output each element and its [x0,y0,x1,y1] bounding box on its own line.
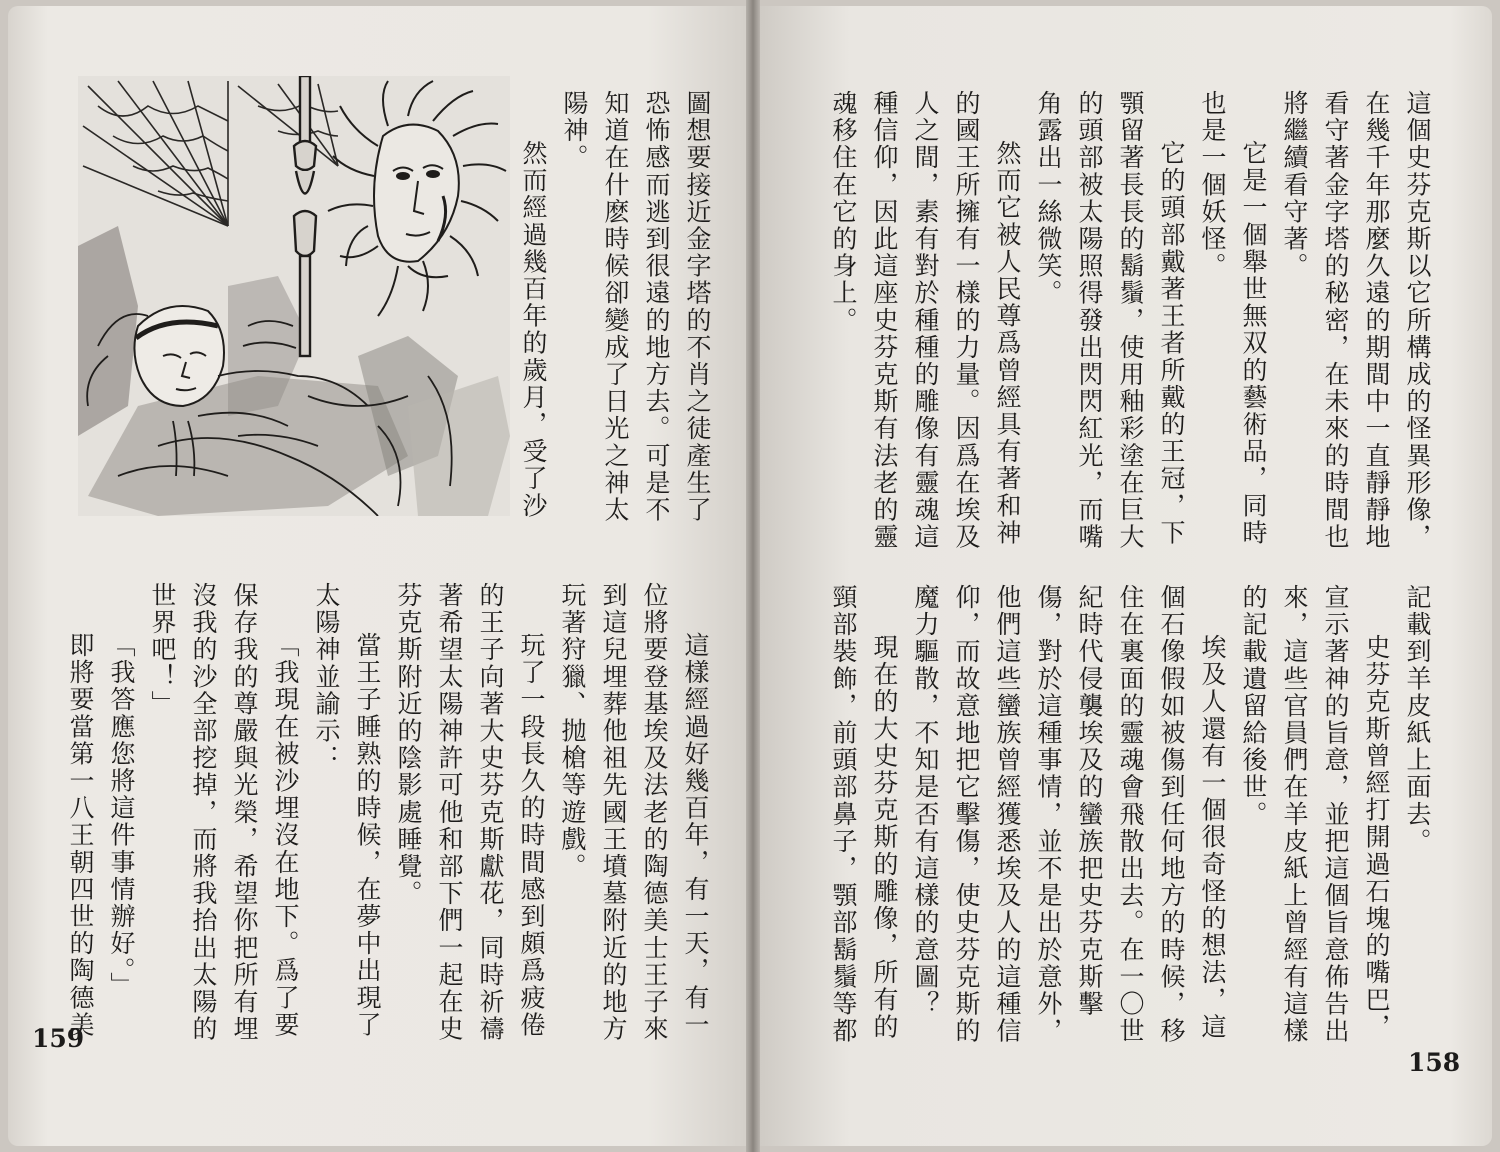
left-page-bottom-text [56,582,716,1044]
paragraph: 「我答應您將這件事情辦好。」 [107,632,136,999]
page-number-left: 159 [32,1024,85,1053]
left-page-top-text [508,90,718,524]
paragraph: 然而它被人民尊爲曾經具有著和神的國王所擁有一樣的力量。因爲在埃及人之間，素有對於種種的雕像有靈魂這種信仰，因此這座史芬克斯有法老的靈魂移住在它的身上。 [829,90,1022,551]
paragraph: 「我現在被沙埋沒在地下。爲了要保存我的尊嚴與光榮，希望你把所有埋沒我的沙全部挖掉，而將我抬出太陽的世界吧！」 [148,582,300,1043]
book-gutter [746,0,760,1152]
paragraph: 然而經過幾百年的歲月，受了沙 [519,140,548,520]
right-page-bottom-text [818,584,1438,1046]
paragraph: 它是一個舉世無双的藝術品，同時也是一個妖怪。 [1198,90,1268,547]
paragraph [818,90,823,552]
paragraph: 玩了一段長久的時間感到頗爲疲倦的王子向著大史芬克斯獻花，同時祈禱著希望太陽神許可他和部下們一起在史芬克斯附近的陰影處睡覺。 [394,582,546,1043]
paragraph: 現在的大史芬克斯的雕像，所有的頸部裝飾，前頭部鼻子，顎部鬍鬚等都 [829,584,899,1045]
right-page-top-text [818,90,1438,552]
left-page [8,6,746,1146]
paragraph: 史芬克斯曾經打開過石塊的嘴巴，宣示著神的旨意，並把這個旨意佈告出來，這些官員們在羊皮紙上曾經有這樣的記載遺留給後世。 [1239,584,1391,1045]
page-number-right: 158 [1408,1048,1461,1077]
paragraph: 當王子睡熟的時候，在夢中出現了太陽神並諭示： [312,582,382,1039]
right-page [760,6,1492,1146]
paragraph: 記載到羊皮紙上面去。 [1403,584,1432,855]
illustration-sleeping-prince [78,76,510,516]
paragraph: 這樣經過好幾百年，有一天，有一位將要登基埃及法老的陶德美士王子來到這兒埋葬他祖先國王墳墓附近的地方玩著狩獵、抛槍等遊戲。 [558,582,710,1043]
paragraph: 這個史芬克斯以它所構成的怪異形像，在幾千年那麼久遠的期間中一直靜靜地看守著金字塔的秘密，在未來的時間也將繼續看守著。 [1280,90,1432,551]
paragraph: 即將要當第一八王朝四世的陶德美 [66,632,95,1039]
paragraph: 圖想要接近金字塔的不肖之徒產生了恐怖感而逃到很遠的地方去。可是不知道在什麽時候卻變成了日光之神太陽神。 [560,90,712,524]
paragraph: 它的頭部戴著王者所戴的王冠，下顎留著長長的鬍鬚，使用釉彩塗在巨大的頭部被太陽照得發出閃閃紅光，而嘴角露出一絲微笑。 [1034,90,1186,551]
paragraph: 埃及人還有一個很奇怪的想法，這個石像假如被傷到任何地方的時候，移住在裏面的靈魂會飛散出去。在一〇世紀時代侵襲埃及的蠻族把史芬克斯擊傷，對於這種事情，並不是出於意外，他們這些蠻族曾經獲悉埃及人的這種信仰，而故意地把它擊傷，使史芬克斯的魔力驅散，不知是否有這樣的意圖？ [911,584,1227,1045]
